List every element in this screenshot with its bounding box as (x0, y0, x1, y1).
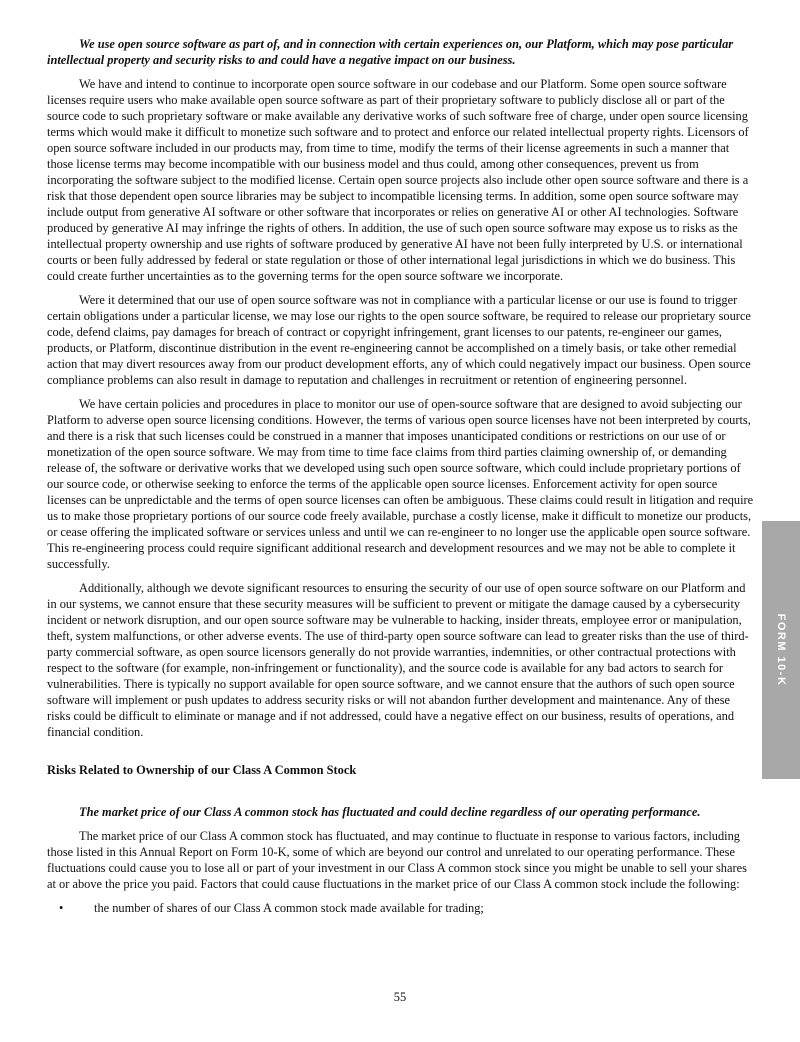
page-number: 55 (393, 990, 407, 1004)
body-paragraph: The market price of our Class A common stock has fluctuated, and may continue to fluctuate in response to various factors, including those listed in this Annual Report on Form 10-K, some of which are beyond our control and unrelated to our operating performance. These fluctuations could cause you to lose all or part of your investment in our Class A common stock since you might be unable to sell your shares at or above the price you paid. Factors that could cause fluctuations in the market price of our Class A common stock include the following: (47, 829, 747, 891)
bullet-item (47, 900, 755, 916)
risk-factor-title-market-price: The market price of our Class A common stock has fluctuated and could decline regardless of our operating performance. (79, 805, 701, 819)
form-10k-side-tab (762, 521, 800, 779)
body-paragraph: Were it determined that our use of open source software was not in compliance with a particular license or our use is found to trigger certain obligations under a particular license, we may lose our rights to the open source software, be required to release our proprietary source code, defend claims, pay damages for breach of contract or copyright infringement, grant licenses to our patents, re-engineer our games, products, or Platform, discontinue distribution in the event re-engineering cannot be accomplished on a timely basis, or take other remedial action that may divert resources away from our product development efforts, any of which could negatively impact our business. Open source compliance problems can also result in damage to reputation and challenges in recruitment or retention of engineering personnel. (47, 293, 751, 387)
bullet-list (47, 900, 755, 916)
side-tab-label: FORM 10-K (775, 613, 787, 687)
bullet-text: the number of shares of our Class A common stock made available for trading; (94, 901, 484, 915)
section-heading: Risks Related to Ownership of our Class A Common Stock (47, 763, 357, 777)
risk-factor-title-open-source: We use open source software as part of, and in connection with certain experiences on, our Platform, which may pose particular intellectual property and security risks to and could have a negative impact on our business. (47, 37, 734, 67)
bullet-icon: • (59, 901, 64, 915)
body-paragraph: Additionally, although we devote significant resources to ensuring the security of our use of open source software on our Platform and in our systems, we cannot ensure that these security measures will be sufficient to prevent or mitigate the damage caused by a cybersecurity incident or network disruption, and our open source software may be vulnerable to hacking, insider threats, employee error or manipulation, theft, system malfunctions, or other adverse events. The use of third-party open source software can lead to greater risks than the use of third-party commercial software, as open source licensors generally do not provide warranties, indemnities, or other contractual protections with respect to the software (for example, non-infringement or functionality), and the source code is available for any bad actors to search for vulnerabilities. There is typically no support available for open source software, and we cannot ensure that the authors of such open source software will implement or push updates to address security risks or will not abandon further development and maintenance. Any of these risks could be difficult to eliminate or manage and if not addressed, could have a negative effect on our business, results of operations, and financial condition. (47, 581, 749, 739)
document-body (47, 36, 755, 920)
body-paragraph: We have certain policies and procedures in place to monitor our use of open-source software that are designed to avoid subjecting our Platform to adverse open source licensing conditions. However, the terms of various open source licenses have not been interpreted by courts, and there is a risk that such licenses could be construed in a manner that imposes unanticipated conditions or restrictions on our use of or monetization of the open source software. We may from time to time face claims from third parties claiming ownership of, or demanding release of, the software or derivative works that we developed using such open source software, which could include proprietary portions of our source code, or otherwise seeking to enforce the terms of the applicable open source licenses. Enforcement activity for open source licenses can be unpredictable and the terms of open source licenses can often be ambiguous. These claims could result in litigation and require us to make those proprietary portions of our source code freely available, purchase a costly license, make it difficult to monetize our products, or cease offering the implicated software or services unless and until we can re-engineer to no longer use the applicable open source software. This re-engineering process could require significant additional research and development resources and we may not be able to complete it successfully. (47, 397, 754, 571)
body-paragraph: We have and intend to continue to incorporate open source software in our codebase and our Platform. Some open source software licenses require users who make available open source software as part of their proprietary software to publicly disclose all or part of the source code to such proprietary software or make available any derivative works of such software free of charge, under open source licensing terms which would make it difficult to monetize such software and to protect and enforce our related intellectual property rights. Licensors of open source software included in our products may, from time to time, modify the terms of their license agreements in such a manner that those license terms may become incompatible with our business model and thus could, among other consequences, prevent us from incorporating the software subject to the modified license. Certain open source projects also include other open source software and there is a risk that those dependent open source libraries may be subject to incompatible licensing terms. In addition, some open source software may include output from generative AI software or other software that incorporates or relies on generative AI or other AI technologies. Software produced by generative AI may infringe the rights of others. In addition, the use of such open source software may expose us to risks as the intellectual property ownership and use rights of software produced by generative AI have not been fully interpreted by U.S. or international courts or been fully addressed by federal or state regulation or those of other international legal jurisdictions in which we do business. This could create further uncertainties as to the governing terms for the open source software we incorporate. (47, 77, 749, 283)
